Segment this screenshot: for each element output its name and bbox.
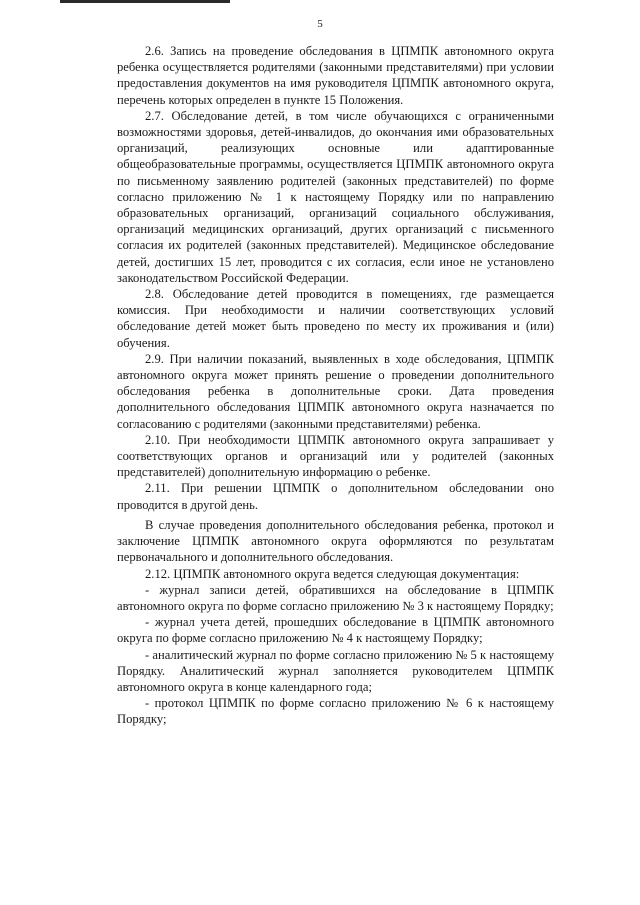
paragraph-additional-exam: В случае проведения дополнительного обследования ребенка, протокол и заключение ЦПМПК автономного округа оформляются по результатам первоначального и дополнительного обследования.: [117, 517, 554, 565]
list-item-journal-registration: - журнал записи детей, обратившихся на обследование в ЦПМПК автономного округа по форме согласно приложению № 3 к настоящему Порядку;: [117, 582, 554, 613]
page-number: 5: [317, 18, 323, 30]
paragraph-2-9: 2.9. При наличии показаний, выявленных в ходе обследования, ЦПМПК автономного округа может принять решение о проведении дополнительного обследования ребенка в дополнительные сроки. Дата проведения дополнительного обследования ЦПМПК автономного округа назначается по согласованию с родителями (законными представителями) ребенка.: [117, 351, 554, 431]
paragraph-2-6: 2.6. Запись на проведение обследования в ЦПМПК автономного округа ребенка осуществляется родителями (законными представителями) при условии предоставления документов на имя руководителя ЦПМПК автономного округа, перечень которых определен в пункте 15 Положения.: [117, 44, 554, 107]
paragraph-2-7: 2.7. Обследование детей, в том числе обучающихся с ограниченными возможностями здоровья, детей-инвалидов, до окончания ими образовательных организаций, реализующих основные или адаптированные общеобразовательные программы, осуществляется ЦПМПК автономного округа по письменному заявлению родителей (законных представителей) по форме согласно приложению № 1 к настоящему Порядку или по направлению образовательных организаций, организаций социального обслуживания, организаций медицинских организаций, других организаций с письменного согласия их родителей (законных представителей). Медицинское обследование детей, достигших 15 лет, проводится с их согласия, если иное не установлено законодательством Российской Федерации.: [117, 108, 554, 285]
list-item-protocol: - протокол ЦПМПК по форме согласно приложению № 6 к настоящему Порядку;: [117, 696, 554, 727]
list-item-journal-accounting: - журнал учета детей, прошедших обследование в ЦПМПК автономного округа по форме согласно приложению № 4 к настоящему Порядку;: [117, 615, 554, 646]
paragraph-2-11: 2.11. При решении ЦПМПК о дополнительном обследовании оно проводится в другой день.: [117, 481, 554, 512]
paragraph-2-10: 2.10. При необходимости ЦПМПК автономного округа запрашивает у соответствующих органов и организаций или у родителей (законных представителей) дополнительную информацию о ребенке.: [117, 432, 554, 480]
paragraph-2-8: 2.8. Обследование детей проводится в помещениях, где размещается комиссия. При необходимости и наличии соответствующих условий обследование детей может быть проведено по месту их проживания и (или) обучения.: [117, 287, 554, 350]
scan-artifact-bar: [60, 0, 230, 3]
document-body: [117, 43, 554, 728]
list-item-analytical-journal: - аналитический журнал по форме согласно приложению № 5 к настоящему Порядку. Аналитический журнал заполняется руководителем ЦПМПК автономного округа в конце календарного года;: [117, 647, 554, 694]
paragraph-2-12: 2.12. ЦПМПК автономного округа ведется следующая документация:: [145, 566, 520, 581]
